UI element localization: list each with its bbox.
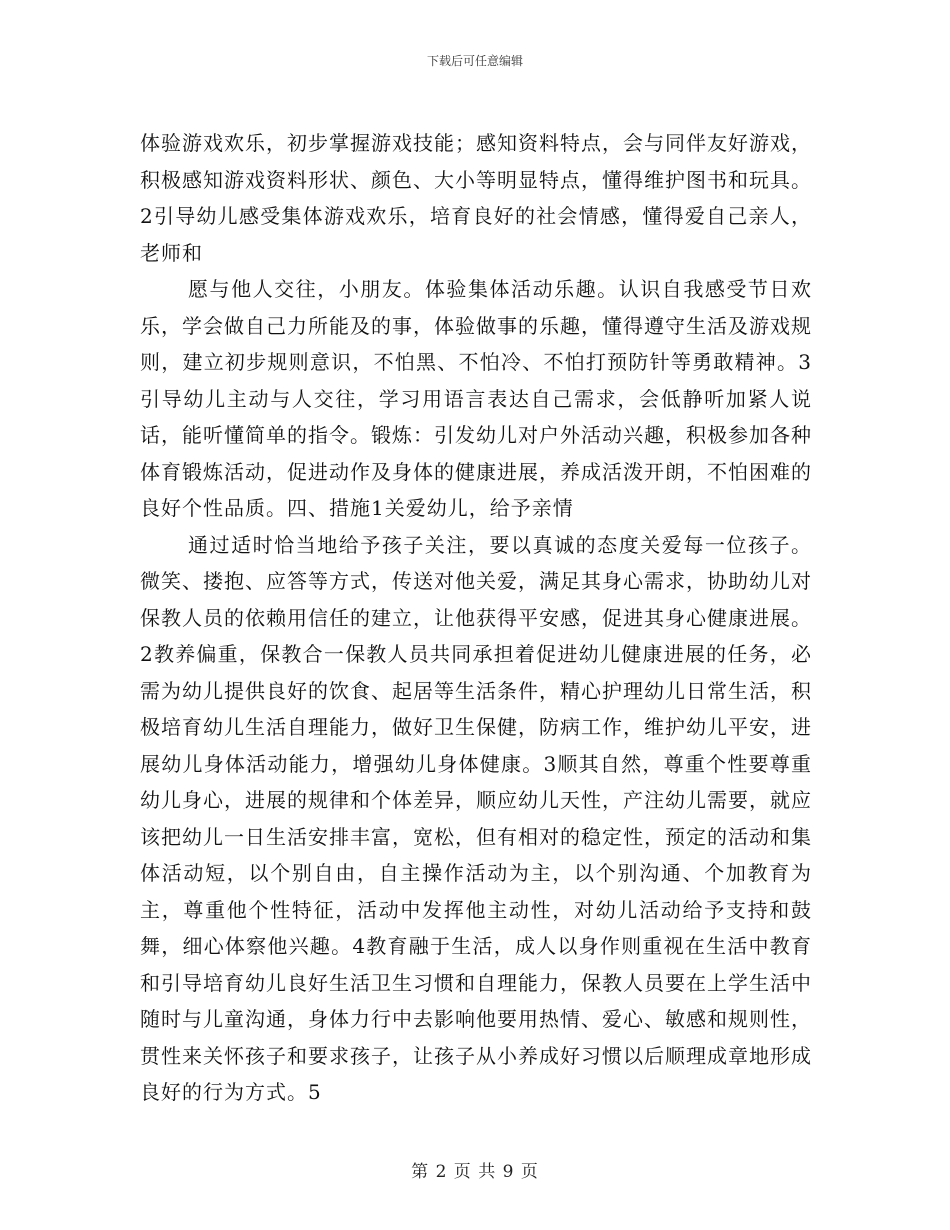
- paragraph-2: 愿与他人交往，小朋友。体验集体活动乐趣。认识自我感受节日欢乐，学会做自己力所能及的事，体验做事的乐趣，懂得遵守生活及游戏规则，建立初步规则意识，不怕黑、不怕冷、不怕打预防针等勇敢精神。3引导幼儿主动与人交往，学习用语言表达自己需求，会低静听加紧人说话，能听懂简单的指令。锻炼：引发幼儿对户外活动兴趣，积极参加各种体育锻炼活动，促进动作及身体的健康进展，养成活泼开朗，不怕困难的良好个性品质。四、措施1关爱幼儿，给予亲情: [140, 277, 812, 520]
- page-header: 下载后可任意编辑: [426, 54, 523, 68]
- paragraph-3: 通过适时恰当地给予孩子关注，要以真诚的态度关爱每一位孩子。微笑、搂抱、应答等方式，传送对他关爱，满足其身心需求，协助幼儿对保教人员的依赖用信任的建立，让他获得平安感，促进其身心健康进展。2教养偏重，保教合一保教人员共同承担着促进幼儿健康进展的任务，必需为幼儿提供良好的饮食、起居等生活条件，精心护理幼儿日常生活，积极培育幼儿生活自理能力，做好卫生保健，防病工作，维护幼儿平安，进展幼儿身体活动能力，增强幼儿身体健康。3顺其自然，尊重个性要尊重幼儿身心，进展的规律和个体差异，顺应幼儿天性，产注幼儿需要，就应该把幼儿一日生活安排丰富，宽松，但有相对的稳定性，预定的活动和集体活动短，以个别自由，自主操作活动为主，以个别沟通、个加教育为主，尊重他个性特征，活动中发挥他主动性，对幼儿活动给予支持和鼓舞，细心体察他兴趣。4教育融于生活，成人以身作则重视在生活中教育和引导培育幼儿良好生活卫生习惯和自理能力，保教人员要在上学生活中随时与儿童沟通，身体力行中去影响他要用热情、爱心、敏感和规则性，贯性来关怀孩子和要求孩子，让孩子从小养成好习惯以后顺理成章地形成良好的行为方式。5: [140, 532, 812, 1104]
- document-body: [140, 125, 812, 1111]
- paragraph-1: 体验游戏欢乐，初步掌握游戏技能；感知资料特点，会与同伴友好游戏，积极感知游戏资料形状、颜色、大小等明显特点，懂得维护图书和玩具。2引导幼儿感受集体游戏欢乐，培育良好的社会情感，懂得爱自己亲人，老师和: [140, 131, 812, 265]
- page-footer: 第 2 页 共 9 页: [411, 1162, 539, 1182]
